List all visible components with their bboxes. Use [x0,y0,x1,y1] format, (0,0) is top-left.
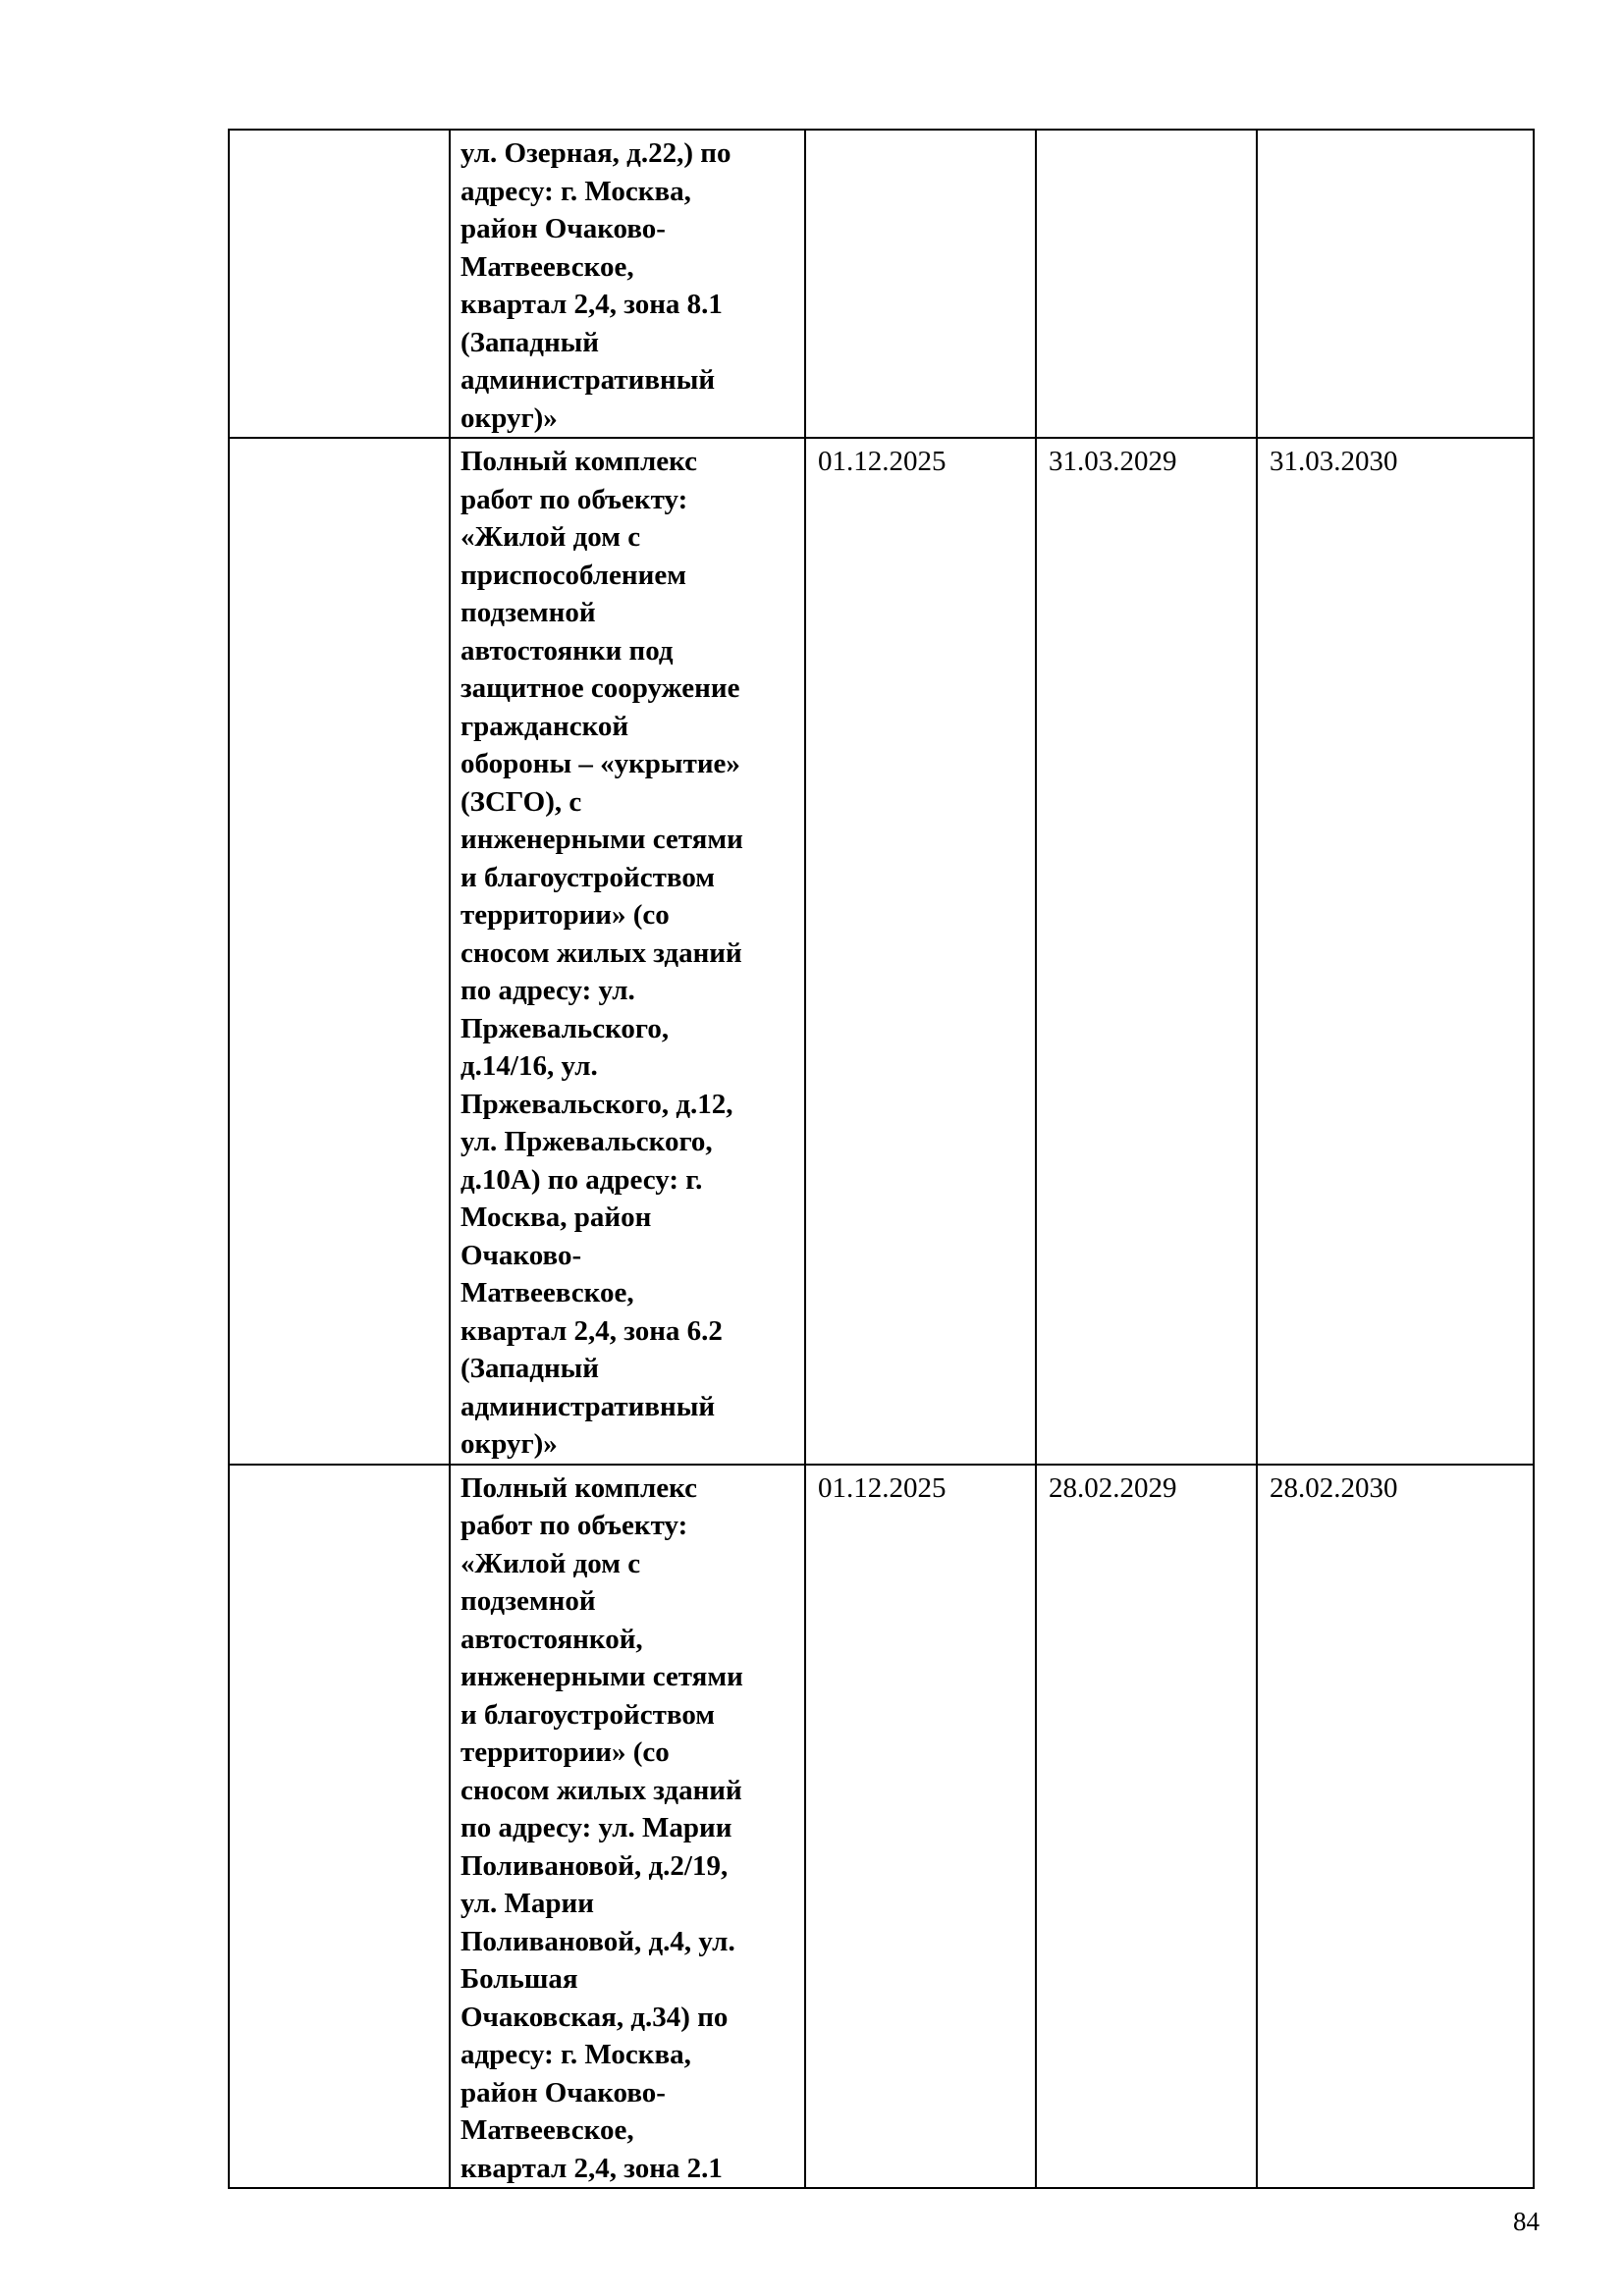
object-name-line: адресу: г. Москва, [460,2039,691,2070]
object-name-line: территории» (со [460,1736,670,1768]
object-name-line: территории» (со [460,899,670,931]
start-date-cell: 01.12.2025 [805,438,1036,1465]
object-name-line: (Западный [460,326,600,358]
object-name-line: обороны – «укрытие» [460,748,740,779]
object-name-line: работ по объекту: [460,1510,688,1541]
object-name-line: квартал 2,4, зона 2.1 [460,2152,723,2184]
object-name-line: Очаково- [460,1239,582,1271]
object-name-line: (Западный [460,1353,600,1384]
object-name-cell [450,130,805,438]
object-name-line: работ по объекту: [460,483,688,515]
object-name-line: квартал 2,4, зона 6.2 [460,1314,723,1347]
object-name-line: д.14/16, ул. [460,1050,598,1082]
object-name-line: Очаковская, д.34) по [460,2001,729,2033]
schedule-table [228,129,1535,2189]
object-name-line: по адресу: ул. Марии [460,1812,732,1843]
object-name-line: квартал 2,4, зона 8.1 [460,289,723,320]
object-name-line: адресу: г. Москва, [460,175,691,207]
start-date-cell [805,130,1036,438]
object-name-line: д.10А) по адресу: г. [460,1163,703,1196]
object-name-line: «Жилой дом с [460,1547,641,1579]
row-number-cell [229,1465,450,2189]
end-date-cell: 31.03.2029 [1036,438,1257,1465]
final-date-cell: 31.03.2030 [1257,438,1534,1465]
object-name-line: Матвеевское, [460,2114,634,2146]
object-name-line: Полный комплекс [460,446,697,477]
object-name-line: Москва, район [460,1201,652,1233]
object-name-line: «Жилой дом с [460,521,641,553]
table-row [229,438,1534,1465]
object-name-line: ул. Марии [460,1888,594,1919]
object-name-line: защитное сооружение [460,672,740,704]
object-name-line: подземной [460,1585,596,1617]
table-row [229,1465,1534,2189]
end-date-cell [1036,130,1257,438]
object-name-line: сносом жилых зданий [460,936,742,969]
object-name-line: ул. Пржевальского, [460,1126,713,1157]
row-number-cell [229,438,450,1465]
object-name-line: автостоянки под [460,634,674,667]
end-date-cell: 28.02.2029 [1036,1465,1257,2189]
object-name-line: инженерными сетями [460,1661,743,1692]
object-name-line: Поливановой, д.2/19, [460,1849,729,1882]
object-name-line: и благоустройством [460,861,716,893]
object-name-line: Пржевальского, [460,1012,670,1044]
object-name-line: по адресу: ул. [460,975,635,1006]
page-number: 84 [1513,2207,1540,2236]
final-date-cell [1257,130,1534,438]
object-name-line: приспособлением [460,559,686,591]
object-name-line: Полный комплекс [460,1471,697,1504]
final-date-cell: 28.02.2030 [1257,1465,1534,2189]
object-name-line: ул. Озерная, д.22,) по [460,137,731,169]
object-name-line: Большая [460,1963,578,1995]
object-name-line: сносом жилых зданий [460,1774,742,1806]
object-name-line: Поливановой, д.4, ул. [460,1925,735,1957]
start-date-cell: 01.12.2025 [805,1465,1036,2189]
object-name-cell [450,438,805,1465]
object-name-line: автостоянкой, [460,1623,643,1655]
object-name-line: (ЗСГО), с [460,785,582,818]
row-number-cell [229,130,450,438]
object-name-line: административный [460,1390,716,1422]
object-name-line: район Очаково- [460,2076,666,2109]
object-name-line: Пржевальского, д.12, [460,1088,733,1120]
object-name-line: Матвеевское, [460,250,634,283]
object-name-line: инженерными сетями [460,824,743,855]
object-name-line: район Очаково- [460,213,666,244]
object-name-line: подземной [460,597,596,628]
object-name-line: округ)» [460,401,558,434]
object-name-line: и благоустройством [460,1698,716,1731]
object-name-cell [450,1465,805,2189]
object-name-line: Матвеевское, [460,1277,634,1308]
object-name-line: административный [460,364,716,396]
object-name-line: гражданской [460,710,629,742]
table-row [229,130,1534,438]
object-name-line: округ)» [460,1428,558,1460]
